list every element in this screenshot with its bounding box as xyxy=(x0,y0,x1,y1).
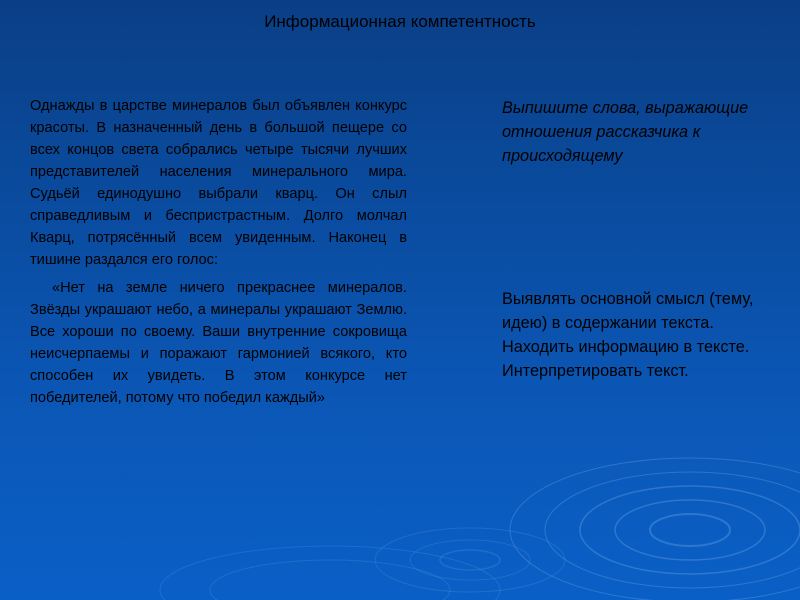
skills-list xyxy=(502,287,772,383)
slide-title: Информационная компетентность xyxy=(264,12,536,31)
skill-item: Выявлять основной смысл (тему, идею) в содержании текста. xyxy=(502,290,754,332)
story-text-block xyxy=(30,95,407,409)
skill-item: Находить информацию в тексте. xyxy=(502,338,750,356)
task-instruction: Выпишите слова, выражающие отношения рассказчика к происходящему xyxy=(502,99,749,165)
story-quote-paragraph: «Нет на земле ничего прекраснее минералов. Звёзды украшают небо, а минералы украшают Землю. Все хороши по своему. Ваши внутренние сокровища неисчерпаемы и поражают гармонией всякого, кто способен их увидеть. В этом конкурсе нет победителей, потому что победил каждый» xyxy=(30,280,407,406)
skill-item: Интерпретировать текст. xyxy=(502,362,689,380)
story-paragraph: Однажды в царстве минералов был объявлен конкурс красоты. В назначенный день в большой пещере со всех концов света собрались четыре тысячи лучших представителей населения минерального мира. Судьёй единодушно выбрали кварц. Он слыл справедливым и беспристрастным. Долго молчал Кварц, потрясённый всем увиденным. Наконец в тишине раздался его голос: xyxy=(30,98,407,268)
